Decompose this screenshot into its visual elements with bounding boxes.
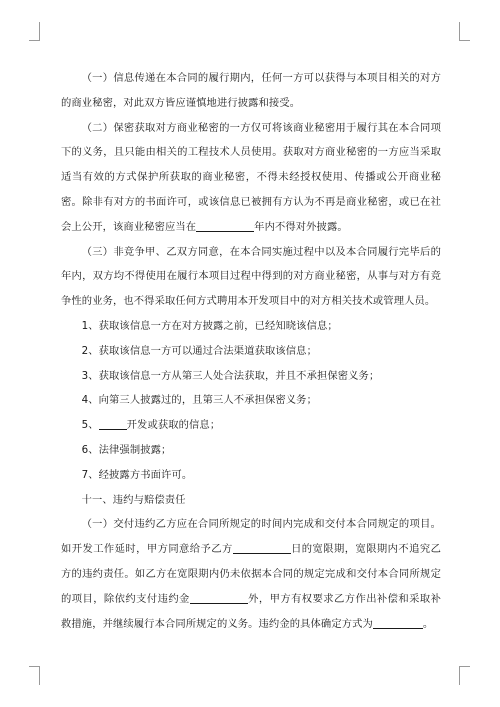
- crop-mark-top-right: [459, 22, 470, 41]
- clause-confidentiality-tail: 年内不得对外披露。: [254, 220, 348, 233]
- exception-item-1: 1、获取该信息一方在对方披露之前，已经知晓该信息；: [81, 319, 338, 332]
- grace-days-blank[interactable]: [233, 543, 291, 554]
- section-heading-breach: 十一、违约与赔偿责任: [81, 493, 186, 506]
- clause-delivery-text-b: 日的宽限期，宽限期内不追究乙方的违约责任。如乙方在宽限期内仍未依据本合同的规定完成和交付本合同所规定的项目，除依约支付违约金: [61, 543, 441, 605]
- clause-delivery-text-a: （一）交付违约乙方应在合同所规定的时间内完成和交付本合同规定的项目。如开发工作延时，甲方同意给予乙方: [61, 518, 441, 556]
- exception-item-5: [61, 413, 441, 438]
- clause-info-transfer: （一）信息传递在本合同的履行期内，任何一方可以获得与本项目相关的对方的商业秘密，对此双方皆应谨慎地进行披露和接受。: [61, 72, 441, 109]
- clause-delivery-breach: [61, 512, 441, 636]
- clause-confidentiality-text: （二）保密获取对方商业秘密的一方仅可将该商业秘密用于履行其在本合同项下的义务，且只能由相关的工程技术人员使用。获取对方商业秘密的一方应当采取适当有效的方式保护所获取的商业秘密，不得未经授权使用、传播或公开商业秘密。除非有对方的书面许可，或该信息已被拥有方认为不再是商业秘密，或已在社会上公开，该商业秘密应当在: [61, 121, 441, 233]
- clause-non-compete: （三）非竞争甲、乙双方同意，在本合同实施过程中以及本合同履行完毕后的年内，双方均不得使用在履行本项目过程中得到的对方商业秘密，从事与对方有竞争性的业务，也不得采取任何方式聘用本开发项目中的对方相关技术或管理人员。: [61, 245, 441, 308]
- years-blank[interactable]: [196, 221, 254, 232]
- clause-confidentiality: [61, 116, 441, 240]
- clause-delivery-text-c: 外，甲方有权要求乙方作出补偿和采取补救措施，并继续履行本合同所规定的义务。违约金的具体确定方式为: [61, 592, 441, 630]
- exception-item-5-suffix: 开发或获取的信息；: [126, 419, 221, 432]
- crop-mark-top-left: [29, 22, 40, 41]
- penalty-amount-blank[interactable]: [190, 593, 248, 604]
- exception-item-3: 3、获取该信息一方从第三人处合法获取，并且不承担保密义务；: [81, 369, 380, 382]
- penalty-method-blank[interactable]: [373, 618, 423, 629]
- exception-item-2: 2、获取该信息一方可以通过合法渠道获取该信息；: [81, 344, 317, 357]
- exception-item-5-prefix: 5、: [81, 419, 99, 432]
- exception-item-4: 4、向第三人披露过的，且第三人不承担保密义务；: [81, 394, 317, 407]
- clause-delivery-text-d: 。: [422, 617, 434, 630]
- document-body: [61, 66, 441, 636]
- item-5-blank[interactable]: [99, 419, 127, 430]
- exception-item-7: 7、经披露方书面许可。: [81, 468, 193, 481]
- exception-item-6: 6、法律强制披露；: [81, 443, 172, 456]
- crop-mark-bottom-right: [459, 666, 470, 685]
- crop-mark-bottom-left: [29, 666, 40, 685]
